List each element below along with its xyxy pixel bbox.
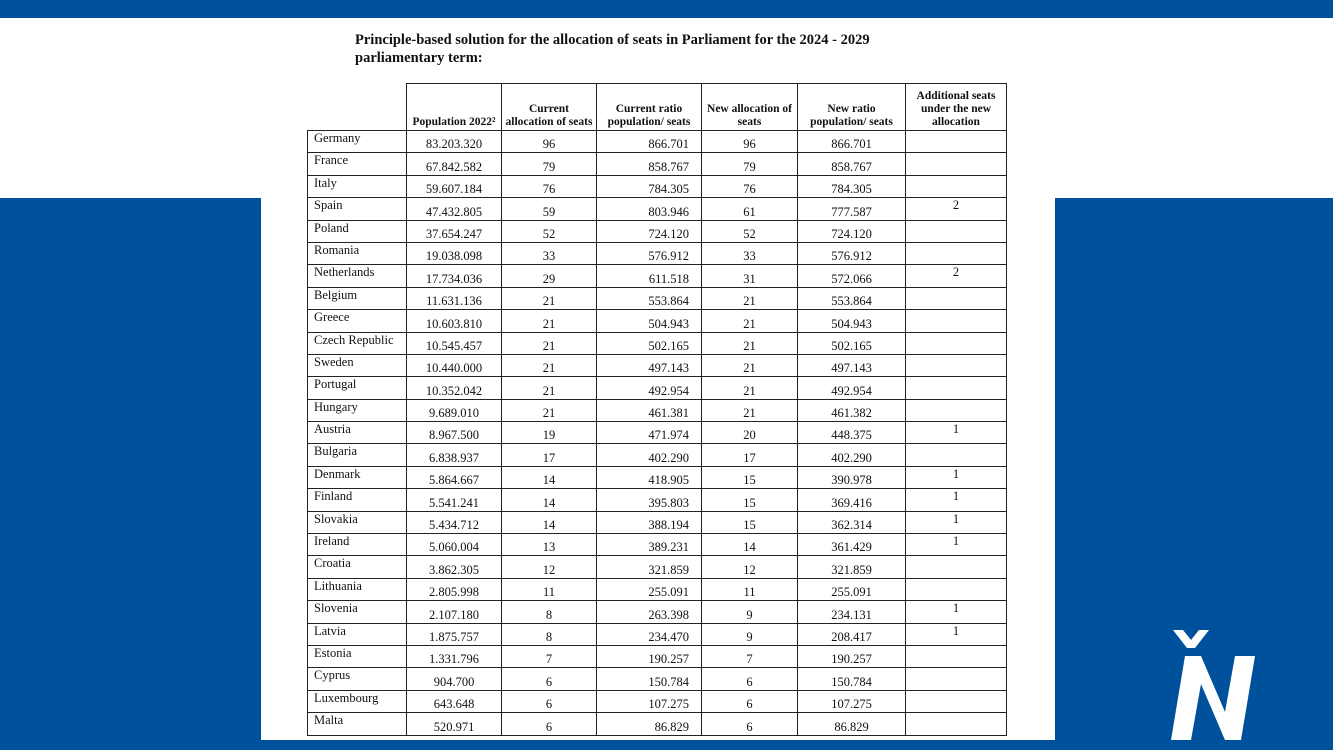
cell-current-ratio: 492.954 <box>597 377 702 399</box>
cell-current-ratio: 234.470 <box>597 623 702 645</box>
table-row <box>308 690 1007 712</box>
cell-population: 2.107.180 <box>407 601 502 623</box>
cell-population: 520.971 <box>407 713 502 735</box>
cell-current-seats: 6 <box>502 713 597 735</box>
cell-country: Czech Republic <box>308 332 407 354</box>
cell-additional-seats <box>906 354 1007 376</box>
cell-additional-seats <box>906 713 1007 735</box>
table-row <box>308 511 1007 533</box>
cell-additional-seats: 1 <box>906 534 1007 556</box>
cell-country: Hungary <box>308 399 407 421</box>
cell-current-ratio: 724.120 <box>597 220 702 242</box>
table-row <box>308 153 1007 175</box>
cell-country: Slovakia <box>308 511 407 533</box>
cell-population: 5.434.712 <box>407 511 502 533</box>
table-row <box>308 422 1007 444</box>
cell-current-seats: 21 <box>502 332 597 354</box>
cell-new-seats: 31 <box>702 265 798 287</box>
cell-current-seats: 14 <box>502 511 597 533</box>
cell-new-seats: 20 <box>702 422 798 444</box>
cell-country: Bulgaria <box>308 444 407 466</box>
cell-country: Estonia <box>308 645 407 667</box>
header-additional-seats: Additional seats under the new allocation <box>906 84 1007 131</box>
cell-new-seats: 52 <box>702 220 798 242</box>
cell-new-seats: 9 <box>702 623 798 645</box>
cell-new-seats: 17 <box>702 444 798 466</box>
cell-additional-seats <box>906 310 1007 332</box>
cell-current-seats: 6 <box>502 690 597 712</box>
table-header-row <box>308 84 1007 131</box>
cell-current-seats: 96 <box>502 131 597 153</box>
cell-population: 83.203.320 <box>407 131 502 153</box>
cell-new-seats: 9 <box>702 601 798 623</box>
top-blue-band <box>0 0 1333 18</box>
table-row <box>308 377 1007 399</box>
header-new-seats: New allocation of seats <box>702 84 798 131</box>
table-row <box>308 556 1007 578</box>
table-row <box>308 713 1007 735</box>
cell-population: 67.842.582 <box>407 153 502 175</box>
cell-new-ratio: 86.829 <box>798 713 906 735</box>
cell-new-seats: 61 <box>702 198 798 220</box>
cell-new-ratio: 150.784 <box>798 668 906 690</box>
cell-current-ratio: 858.767 <box>597 153 702 175</box>
cell-additional-seats <box>906 556 1007 578</box>
cell-additional-seats <box>906 690 1007 712</box>
cell-new-ratio: 369.416 <box>798 489 906 511</box>
seat-allocation-table <box>307 83 1007 736</box>
cell-additional-seats <box>906 668 1007 690</box>
cell-current-seats: 8 <box>502 623 597 645</box>
cell-current-ratio: 389.231 <box>597 534 702 556</box>
cell-additional-seats <box>906 399 1007 421</box>
cell-new-seats: 6 <box>702 668 798 690</box>
cell-population: 19.038.098 <box>407 242 502 264</box>
table-row <box>308 175 1007 197</box>
table-row <box>308 131 1007 153</box>
cell-new-ratio: 208.417 <box>798 623 906 645</box>
cell-population: 643.648 <box>407 690 502 712</box>
cell-current-ratio: 107.275 <box>597 690 702 712</box>
cell-country: Luxembourg <box>308 690 407 712</box>
cell-country: Ireland <box>308 534 407 556</box>
cell-new-ratio: 576.912 <box>798 242 906 264</box>
cell-new-ratio: 255.091 <box>798 578 906 600</box>
cell-additional-seats: 1 <box>906 422 1007 444</box>
cell-country: Netherlands <box>308 265 407 287</box>
cell-country: Italy <box>308 175 407 197</box>
cell-population: 17.734.036 <box>407 265 502 287</box>
cell-current-ratio: 321.859 <box>597 556 702 578</box>
cell-additional-seats: 1 <box>906 511 1007 533</box>
cell-population: 904.700 <box>407 668 502 690</box>
cell-country: Sweden <box>308 354 407 376</box>
cell-current-seats: 52 <box>502 220 597 242</box>
cell-current-ratio: 866.701 <box>597 131 702 153</box>
cell-new-seats: 6 <box>702 690 798 712</box>
cell-country: Austria <box>308 422 407 444</box>
cell-new-ratio: 190.257 <box>798 645 906 667</box>
cell-current-seats: 6 <box>502 668 597 690</box>
cell-new-seats: 21 <box>702 399 798 421</box>
cell-additional-seats <box>906 444 1007 466</box>
header-country <box>308 84 407 131</box>
cell-additional-seats <box>906 645 1007 667</box>
cell-population: 1.331.796 <box>407 645 502 667</box>
cell-current-ratio: 461.381 <box>597 399 702 421</box>
header-current-seats: Current allocation of seats <box>502 84 597 131</box>
cell-country: Spain <box>308 198 407 220</box>
cell-population: 5.541.241 <box>407 489 502 511</box>
cell-new-ratio: 321.859 <box>798 556 906 578</box>
cell-additional-seats <box>906 153 1007 175</box>
document-page <box>261 18 1055 740</box>
header-current-ratio: Current ratio population/ seats <box>597 84 702 131</box>
cell-current-ratio: 502.165 <box>597 332 702 354</box>
cell-current-ratio: 263.398 <box>597 601 702 623</box>
cell-new-seats: 21 <box>702 310 798 332</box>
cell-current-ratio: 504.943 <box>597 310 702 332</box>
table-row <box>308 489 1007 511</box>
cell-population: 10.603.810 <box>407 310 502 332</box>
cell-new-seats: 12 <box>702 556 798 578</box>
cell-new-ratio: 497.143 <box>798 354 906 376</box>
cell-country: Portugal <box>308 377 407 399</box>
cell-current-ratio: 402.290 <box>597 444 702 466</box>
cell-current-ratio: 784.305 <box>597 175 702 197</box>
cell-population: 6.838.937 <box>407 444 502 466</box>
cell-new-ratio: 553.864 <box>798 287 906 309</box>
cell-population: 5.060.004 <box>407 534 502 556</box>
cell-current-seats: 21 <box>502 377 597 399</box>
cell-population: 3.862.305 <box>407 556 502 578</box>
cell-current-seats: 79 <box>502 153 597 175</box>
cell-country: Poland <box>308 220 407 242</box>
cell-new-ratio: 362.314 <box>798 511 906 533</box>
cell-additional-seats <box>906 131 1007 153</box>
cell-current-seats: 59 <box>502 198 597 220</box>
cell-current-seats: 21 <box>502 310 597 332</box>
cell-current-seats: 8 <box>502 601 597 623</box>
cell-new-ratio: 361.429 <box>798 534 906 556</box>
cell-current-ratio: 86.829 <box>597 713 702 735</box>
left-blue-panel <box>0 198 261 750</box>
table-row <box>308 354 1007 376</box>
cell-new-ratio: 390.978 <box>798 466 906 488</box>
cell-current-seats: 12 <box>502 556 597 578</box>
cell-current-seats: 29 <box>502 265 597 287</box>
cell-additional-seats: 2 <box>906 265 1007 287</box>
n-caron-logo-icon <box>1163 628 1263 743</box>
table-row <box>308 601 1007 623</box>
document-title <box>355 31 995 67</box>
table-row <box>308 287 1007 309</box>
cell-population: 11.631.136 <box>407 287 502 309</box>
table-row <box>308 466 1007 488</box>
cell-new-seats: 96 <box>702 131 798 153</box>
cell-new-ratio: 866.701 <box>798 131 906 153</box>
cell-new-seats: 15 <box>702 466 798 488</box>
cell-current-seats: 19 <box>502 422 597 444</box>
cell-additional-seats: 1 <box>906 601 1007 623</box>
cell-country: Malta <box>308 713 407 735</box>
cell-country: Belgium <box>308 287 407 309</box>
cell-current-seats: 17 <box>502 444 597 466</box>
header-new-ratio: New ratio population/ seats <box>798 84 906 131</box>
cell-country: France <box>308 153 407 175</box>
cell-population: 10.440.000 <box>407 354 502 376</box>
title-line-1: Principle-based solution for the allocation of seats in Parliament for the 2024 - 2029 <box>355 32 870 48</box>
cell-population: 47.432.805 <box>407 198 502 220</box>
cell-additional-seats: 1 <box>906 466 1007 488</box>
cell-population: 10.352.042 <box>407 377 502 399</box>
cell-new-ratio: 502.165 <box>798 332 906 354</box>
title-line-2: parliamentary term: <box>355 50 483 66</box>
cell-current-ratio: 611.518 <box>597 265 702 287</box>
table-row <box>308 310 1007 332</box>
cell-new-ratio: 784.305 <box>798 175 906 197</box>
cell-new-ratio: 724.120 <box>798 220 906 242</box>
table-row <box>308 444 1007 466</box>
cell-current-ratio: 803.946 <box>597 198 702 220</box>
cell-new-seats: 11 <box>702 578 798 600</box>
cell-new-seats: 21 <box>702 287 798 309</box>
cell-country: Germany <box>308 131 407 153</box>
cell-population: 1.875.757 <box>407 623 502 645</box>
cell-current-seats: 76 <box>502 175 597 197</box>
cell-additional-seats: 1 <box>906 623 1007 645</box>
cell-new-seats: 79 <box>702 153 798 175</box>
cell-additional-seats <box>906 242 1007 264</box>
cell-current-seats: 33 <box>502 242 597 264</box>
cell-current-ratio: 150.784 <box>597 668 702 690</box>
cell-additional-seats <box>906 175 1007 197</box>
cell-current-seats: 21 <box>502 399 597 421</box>
cell-current-seats: 21 <box>502 287 597 309</box>
cell-country: Denmark <box>308 466 407 488</box>
cell-new-ratio: 448.375 <box>798 422 906 444</box>
cell-new-ratio: 504.943 <box>798 310 906 332</box>
cell-new-seats: 7 <box>702 645 798 667</box>
cell-country: Cyprus <box>308 668 407 690</box>
cell-current-ratio: 255.091 <box>597 578 702 600</box>
cell-new-seats: 21 <box>702 377 798 399</box>
cell-additional-seats <box>906 332 1007 354</box>
cell-additional-seats: 1 <box>906 489 1007 511</box>
cell-new-ratio: 572.066 <box>798 265 906 287</box>
cell-current-seats: 14 <box>502 466 597 488</box>
cell-country: Finland <box>308 489 407 511</box>
cell-current-ratio: 418.905 <box>597 466 702 488</box>
cell-country: Greece <box>308 310 407 332</box>
cell-current-seats: 11 <box>502 578 597 600</box>
cell-country: Slovenia <box>308 601 407 623</box>
cell-additional-seats <box>906 578 1007 600</box>
cell-new-ratio: 777.587 <box>798 198 906 220</box>
cell-population: 37.654.247 <box>407 220 502 242</box>
table-row <box>308 220 1007 242</box>
table-row <box>308 668 1007 690</box>
cell-new-seats: 15 <box>702 511 798 533</box>
cell-new-seats: 21 <box>702 332 798 354</box>
cell-current-ratio: 497.143 <box>597 354 702 376</box>
cell-current-ratio: 388.194 <box>597 511 702 533</box>
cell-additional-seats: 2 <box>906 198 1007 220</box>
cell-new-seats: 14 <box>702 534 798 556</box>
cell-new-ratio: 107.275 <box>798 690 906 712</box>
cell-new-ratio: 234.131 <box>798 601 906 623</box>
cell-country: Croatia <box>308 556 407 578</box>
cell-population: 9.689.010 <box>407 399 502 421</box>
cell-new-ratio: 461.382 <box>798 399 906 421</box>
table-row <box>308 198 1007 220</box>
bottom-blue-band <box>0 740 1333 750</box>
cell-new-ratio: 402.290 <box>798 444 906 466</box>
table-row <box>308 265 1007 287</box>
cell-new-seats: 33 <box>702 242 798 264</box>
cell-current-seats: 21 <box>502 354 597 376</box>
table-row <box>308 399 1007 421</box>
cell-country: Latvia <box>308 623 407 645</box>
cell-additional-seats <box>906 377 1007 399</box>
cell-population: 10.545.457 <box>407 332 502 354</box>
cell-country: Romania <box>308 242 407 264</box>
cell-new-seats: 76 <box>702 175 798 197</box>
cell-additional-seats <box>906 287 1007 309</box>
table-row <box>308 534 1007 556</box>
cell-new-seats: 21 <box>702 354 798 376</box>
table-row <box>308 623 1007 645</box>
cell-new-ratio: 858.767 <box>798 153 906 175</box>
cell-current-ratio: 576.912 <box>597 242 702 264</box>
cell-current-ratio: 190.257 <box>597 645 702 667</box>
table-row <box>308 645 1007 667</box>
cell-new-ratio: 492.954 <box>798 377 906 399</box>
cell-new-seats: 15 <box>702 489 798 511</box>
cell-new-seats: 6 <box>702 713 798 735</box>
table-row <box>308 242 1007 264</box>
cell-current-seats: 13 <box>502 534 597 556</box>
table-body <box>308 131 1007 736</box>
cell-population: 2.805.998 <box>407 578 502 600</box>
cell-population: 8.967.500 <box>407 422 502 444</box>
cell-current-ratio: 395.803 <box>597 489 702 511</box>
cell-current-seats: 7 <box>502 645 597 667</box>
header-population: Population 2022² <box>407 84 502 131</box>
cell-population: 59.607.184 <box>407 175 502 197</box>
cell-additional-seats <box>906 220 1007 242</box>
table-row <box>308 332 1007 354</box>
cell-current-ratio: 553.864 <box>597 287 702 309</box>
cell-current-seats: 14 <box>502 489 597 511</box>
cell-population: 5.864.667 <box>407 466 502 488</box>
table-row <box>308 578 1007 600</box>
cell-current-ratio: 471.974 <box>597 422 702 444</box>
cell-country: Lithuania <box>308 578 407 600</box>
